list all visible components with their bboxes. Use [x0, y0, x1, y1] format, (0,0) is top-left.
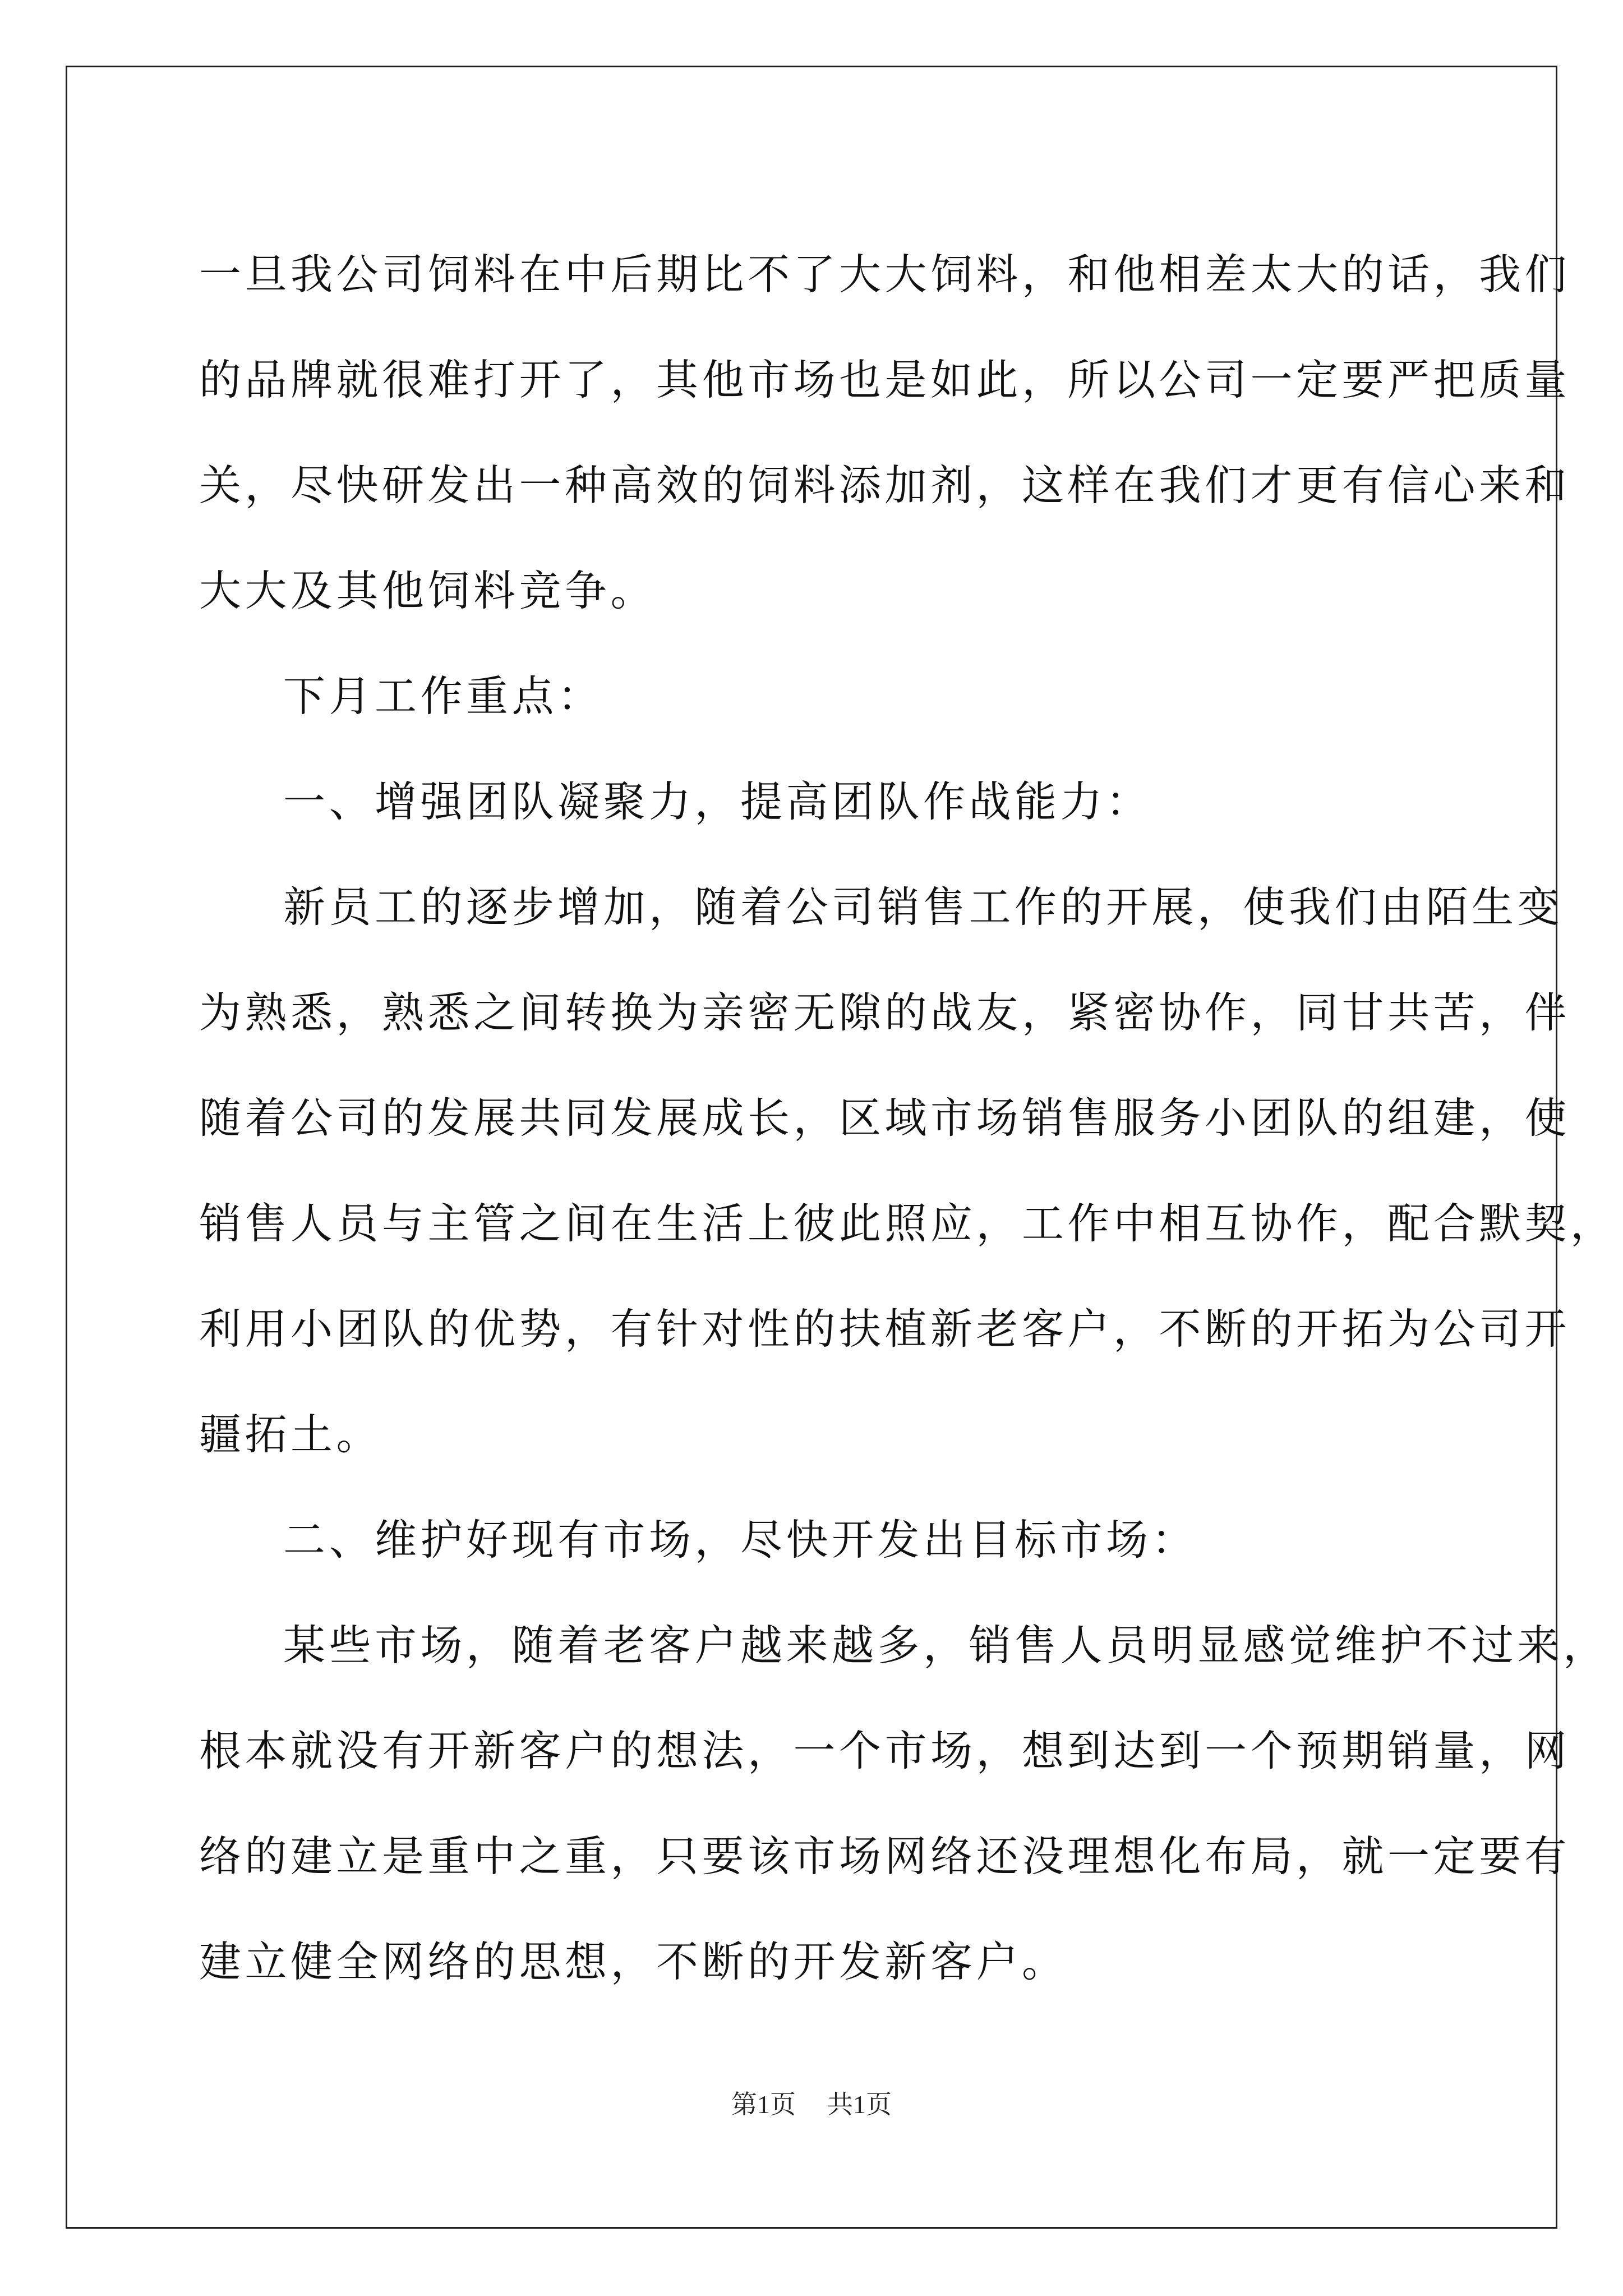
text-line: 某些市场，随着老客户越来越多，销售人员明显感觉维护不过来，: [283, 1621, 1609, 1670]
text-line: 销售人员与主管之间在生活上彼此照应，工作中相互协作，配合默契，: [199, 1199, 1616, 1248]
page-number: 第1页: [731, 2090, 796, 2119]
text-line: 根本就没有开新客户的想法，一个市场，想到达到一个预期销量，网: [199, 1726, 1571, 1775]
text-line: 络的建立是重中之重，只要该市场网络还没理想化布局，就一定要有: [199, 1832, 1571, 1881]
section-heading: [199, 1487, 1458, 1593]
text-line: 建立健全网络的思想，不断的开发新客户。: [199, 1937, 1068, 1986]
text-line: 二、维护好现有市场，尽快开发出目标市场：: [283, 1515, 1198, 1565]
text-line: 疆拓土。: [199, 1410, 382, 1459]
text-line: 新员工的逐步增加，随着公司销售工作的开展，使我们由陌生变: [283, 882, 1564, 932]
paragraph: [199, 1593, 1609, 2014]
text-line: 的品牌就很难打开了，其他市场也是如此，所以公司一定要严把质量: [199, 355, 1571, 404]
paragraph: [199, 854, 1616, 1487]
section-heading: [199, 749, 1458, 854]
text-line: 为熟悉，熟悉之间转换为亲密无隙的战友，紧密协作，同甘共苦，伴: [199, 988, 1571, 1037]
text-line: 一旦我公司饲料在中后期比不了大大饲料，和他相差太大的话，我们: [199, 250, 1571, 299]
paragraph: [199, 222, 1571, 643]
document-body: [199, 222, 1616, 2014]
section-heading: [199, 643, 1458, 749]
text-line: 随着公司的发展共同发展成长，区域市场销售服务小团队的组建，使: [199, 1093, 1571, 1143]
text-line: 下月工作重点：: [283, 671, 603, 721]
text-line: 利用小团队的优势，有针对性的扶植新老客户，不断的开拓为公司开: [199, 1304, 1571, 1354]
page-count: 共1页: [827, 2090, 892, 2119]
text-line: 大大及其他饲料竞争。: [199, 566, 657, 615]
page-footer: [0, 2084, 1623, 2121]
text-line: 关，尽快研发出一种高效的饲料添加剂，这样在我们才更有信心来和: [199, 461, 1571, 510]
text-line: 一、增强团队凝聚力，提高团队作战能力：: [283, 777, 1152, 826]
